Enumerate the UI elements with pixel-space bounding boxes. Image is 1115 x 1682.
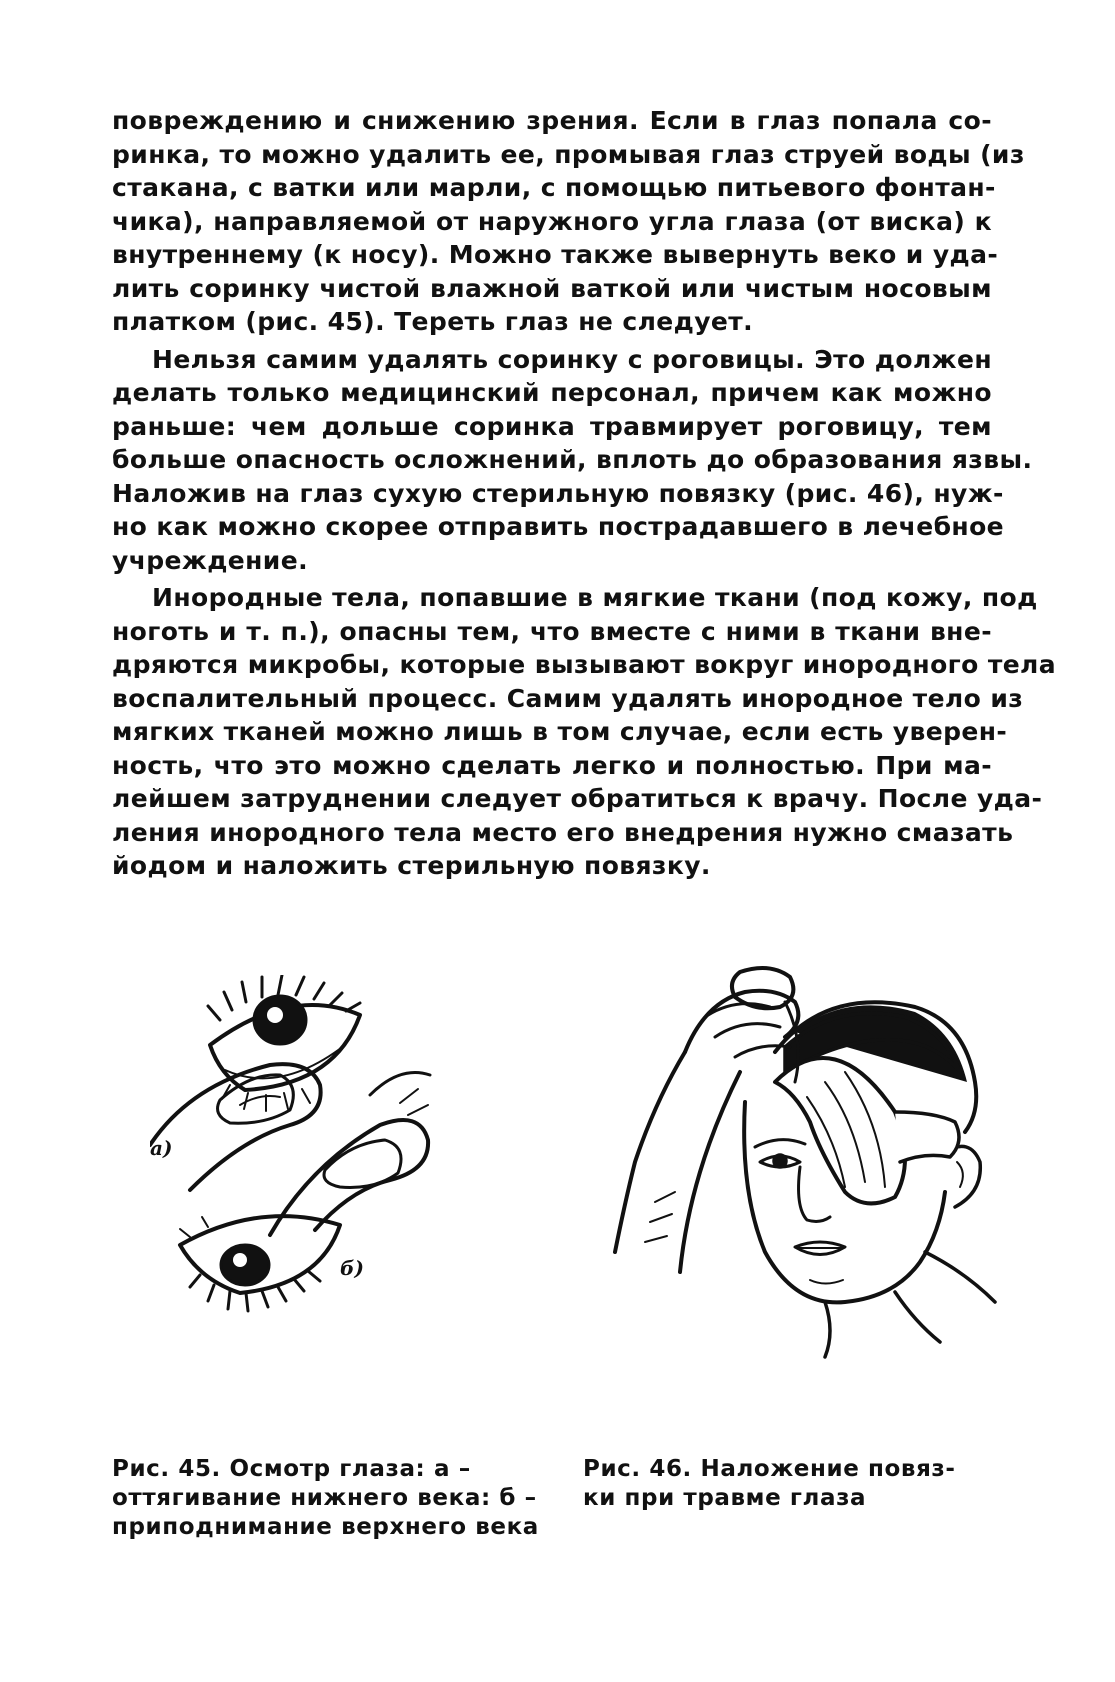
text-line: платком (рис. 45). Тереть глаз не следует. xyxy=(112,307,754,336)
caption-line: Рис. 46. Наложение повяз- xyxy=(583,1456,956,1482)
text-line: Инородные тела, попавшие в мягкие ткани (под кожу, под xyxy=(152,583,1038,612)
eye-examination-illustration xyxy=(150,975,530,1355)
figure-45-eye-examination xyxy=(150,975,530,1355)
text-line: ринка, то можно удалить ее, промывая глаз струей воды (из xyxy=(112,139,1025,169)
text-line: повреждению и снижению зрения. Если в глаз попала со- xyxy=(112,106,992,135)
text-line: Нельзя самим удалять соринку с роговицы. Это должен xyxy=(152,344,992,374)
text-line: воспалительный процесс. Самим удалять инородное тело из xyxy=(112,683,1024,713)
text-line: делать только медицинский персонал, причем как можно xyxy=(112,378,992,407)
text-line: лить соринку чистой влажной ваткой или чистым носовым xyxy=(112,273,992,303)
text-line: йодом и наложить стерильную повязку. xyxy=(112,851,711,880)
text-line: ноготь и т. п.), опасны тем, что вместе с ними в ткани вне- xyxy=(112,616,992,646)
text-line: но как можно скорее отправить пострадавшего в лечебное xyxy=(112,512,1005,541)
text-line: ность, что это можно сделать легко и полностью. При ма- xyxy=(112,750,992,780)
figure-46-eye-bandage xyxy=(595,962,1005,1362)
caption-line: ки при травме глаза xyxy=(583,1485,867,1511)
body-text xyxy=(112,104,1057,883)
figure-45-caption xyxy=(112,1455,542,1542)
figure-label-a: а) xyxy=(150,1136,173,1160)
text-line: лейшем затруднении следует обратиться к врачу. После уда- xyxy=(112,784,1043,813)
caption-line: Рис. 45. Осмотр глаза: а – xyxy=(112,1456,471,1482)
caption-line: оттягивание нижнего века: б – xyxy=(112,1485,537,1511)
figure-label-b: б) xyxy=(340,1256,364,1280)
text-line: чика), направляемой от наружного угла глаза (от виска) к xyxy=(112,206,992,236)
text-line: больше опасность осложнений, вплоть до образования язвы. xyxy=(112,445,1033,474)
eye-bandage-illustration xyxy=(595,962,1005,1362)
text-line: мягких тканей можно лишь в том случае, если есть уверен- xyxy=(112,717,1008,746)
text-line: Наложив на глаз сухую стерильную повязку (рис. 46), нуж- xyxy=(112,478,1004,508)
text-line: учреждение. xyxy=(112,545,308,575)
text-line: стакана, с ватки или марли, с помощью питьевого фонтан- xyxy=(112,173,996,202)
caption-line: приподнимание верхнего века xyxy=(112,1514,539,1540)
text-line: дряются микробы, которые вызывают вокруг инородного тела xyxy=(112,650,1057,679)
text-line: ления инородного тела место его внедрения нужно смазать xyxy=(112,817,1014,847)
figure-46-caption xyxy=(583,1455,1003,1513)
text-line: раньше: чем дольше соринка травмирует роговицу, тем xyxy=(112,411,992,441)
text-line: внутреннему (к носу). Можно также вывернуть веко и уда- xyxy=(112,240,999,269)
